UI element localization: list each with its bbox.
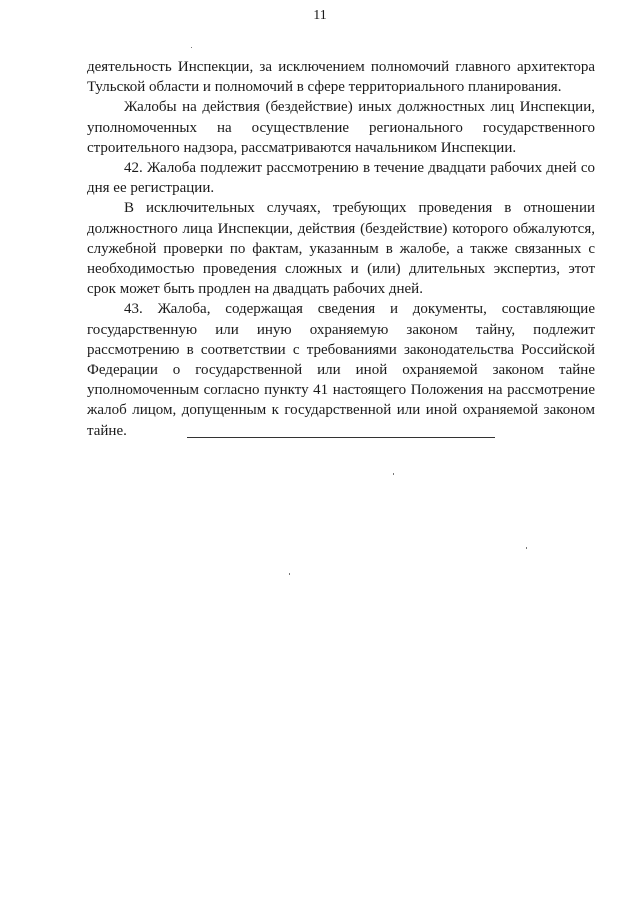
paragraph-complaints-officials: Жалобы на действия (бездействие) иных должностных лиц Инспекции, уполномоченных на осуществление регионального государственного строительного надзора, рассматриваются начальником Инспекции.	[87, 99, 595, 156]
end-separator-line	[187, 437, 495, 438]
paragraph-continuation: деятельность Инспекции, за исключением полномочий главного архитектора Тульской области и полномочий в сфере территориального планирования.	[87, 59, 595, 96]
scan-speck	[393, 473, 394, 475]
scan-speck	[289, 573, 290, 575]
page-number: 11	[313, 8, 327, 23]
scan-speck	[526, 547, 527, 549]
scan-speck	[191, 47, 192, 48]
paragraph-item-42: 42. Жалоба подлежит рассмотрению в течение двадцати рабочих дней со дня ее регистрации.	[87, 160, 595, 197]
paragraph-item-43: 43. Жалоба, содержащая сведения и документы, составляющие государственную или иную охраняемую законом тайну, подлежит рассмотрению в соответствии с требованиями законодательства Российской Федерации о государственной или иной охраняемой законом тайне уполномоченным согласно пункту 41 настоящего Положения на рассмотрение жалоб лицом, допущенным к государственной или иной охраняемой законом тайне.	[87, 301, 595, 439]
document-body	[87, 57, 595, 441]
paragraph-exceptional-cases: В исключительных случаях, требующих проведения в отношении должностного лица Инспекции, действия (бездействие) которого обжалуются, служебной проверки по фактам, указанным в жалобе, а также связанных с необходимостью проведения сложных и (или) длительных экспертиз, этот срок может быть продлен на двадцать рабочих дней.	[87, 200, 595, 298]
